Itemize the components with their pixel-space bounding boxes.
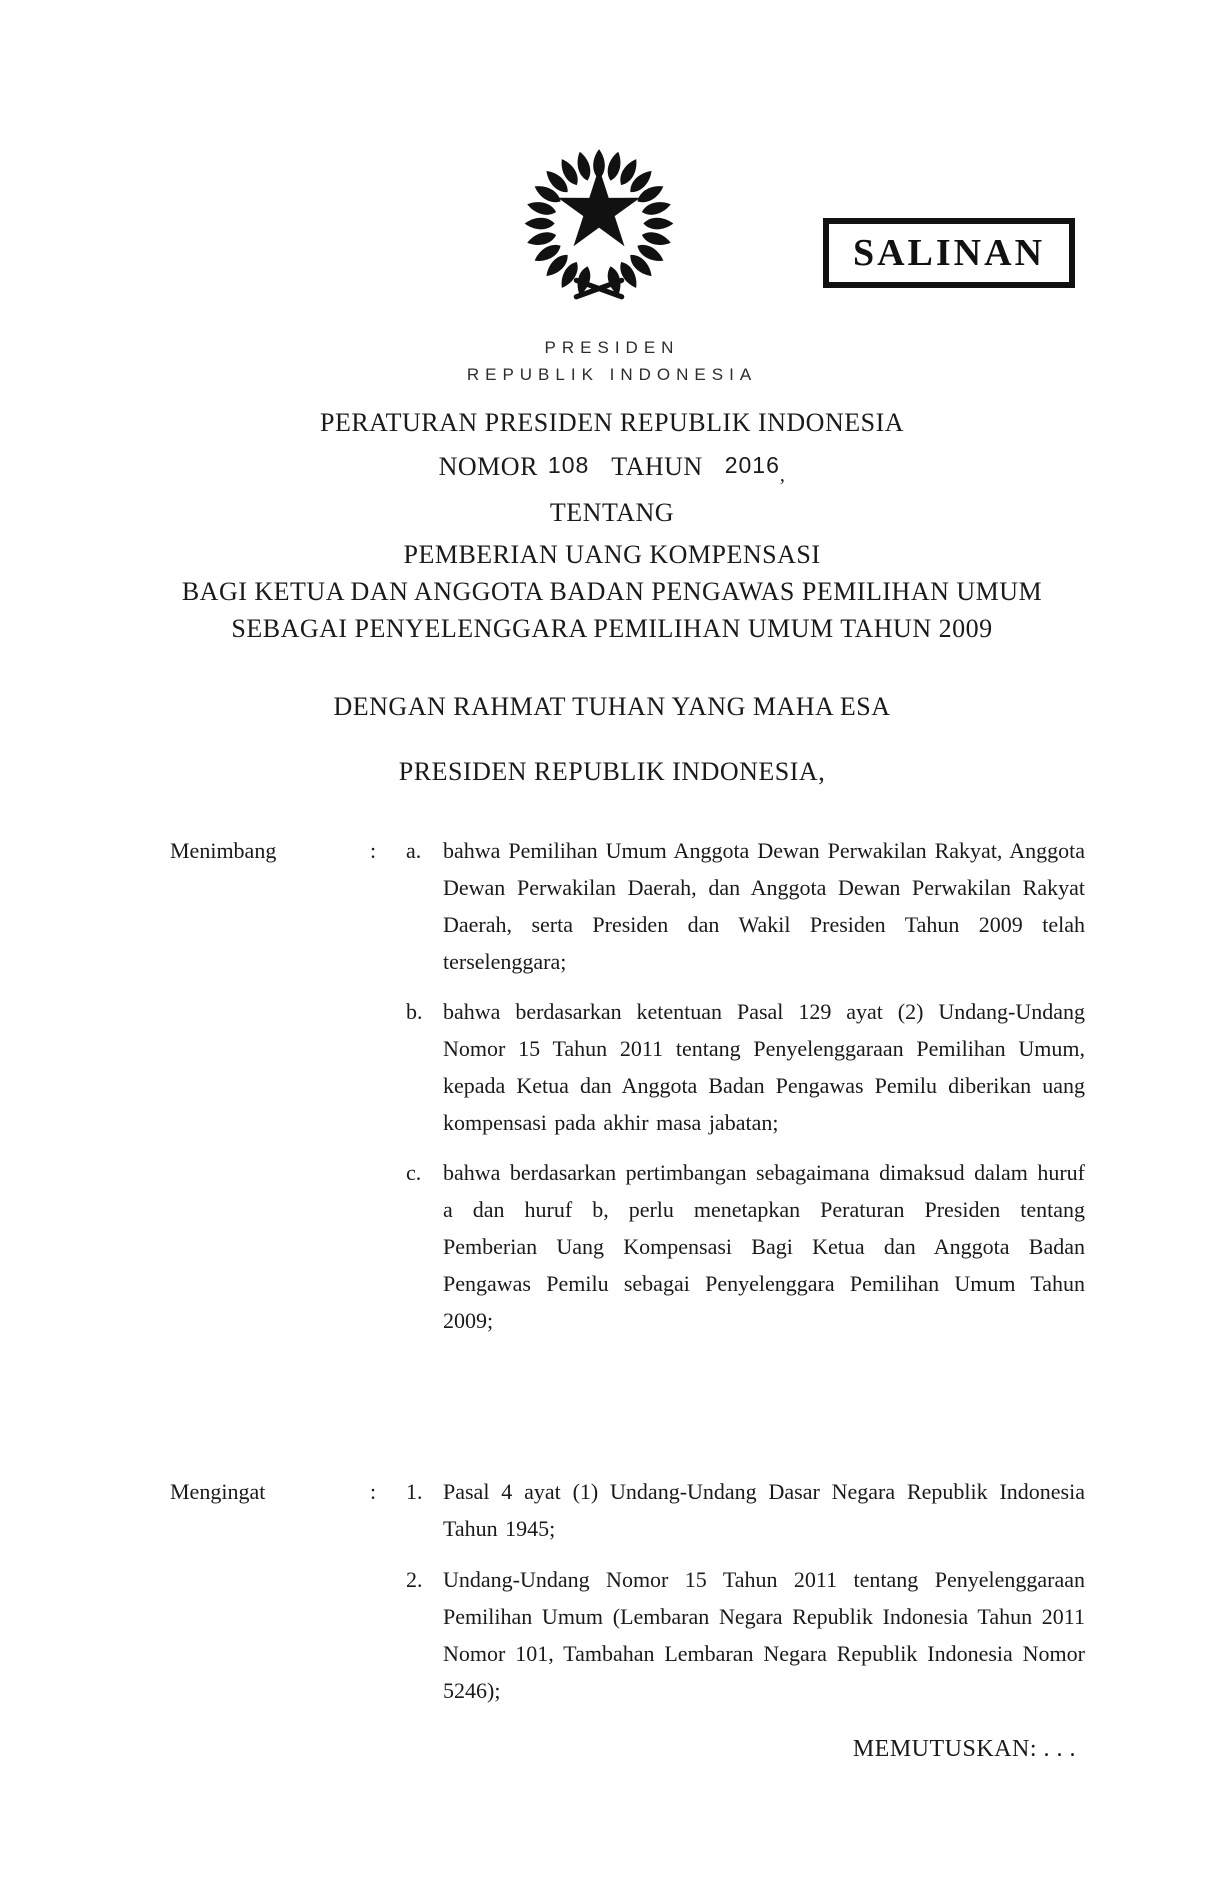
authority-line: PRESIDEN REPUBLIK INDONESIA, xyxy=(398,757,826,786)
item-marker: b. xyxy=(406,999,423,1024)
presidential-seal-icon xyxy=(516,143,682,303)
item-marker: 1. xyxy=(406,1479,423,1504)
item-text: Undang-Undang Nomor 15 Tahun 2011 tentang Penyelenggaraan Pemilihan Umum (Lembaran Negara Republik Indonesia Tahun 2011 Nomor 101, Tambahan Lembaran Negara Republik Indonesia Nomor 5246); xyxy=(443,1567,1085,1703)
stray-comma-mark: , xyxy=(779,464,786,486)
tentang-label: TENTANG xyxy=(549,498,675,527)
subject-line-3: SEBAGAI PENYELENGGARA PEMILIHAN UMUM TAHUN 2009 xyxy=(231,614,993,643)
salinan-label: SALINAN xyxy=(852,232,1046,274)
menimbang-item-b xyxy=(406,993,1085,1141)
item-marker: 2. xyxy=(406,1567,423,1592)
subject-line-2: BAGI KETUA DAN ANGGOTA BADAN PENGAWAS PEMILIHAN UMUM xyxy=(181,577,1043,606)
nomor-prefix: NOMOR xyxy=(438,452,538,481)
item-text: bahwa berdasarkan ketentuan Pasal 129 ayat (2) Undang-Undang Nomor 15 Tahun 2011 tentang Penyelenggaraan Pemilihan Umum, kepada Ketua dan Anggota Badan Pengawas Pemilu diberikan uang kompensasi pada akhir masa jabatan; xyxy=(443,999,1085,1135)
regulation-title: PERATURAN PRESIDEN REPUBLIK INDONESIA xyxy=(319,408,905,437)
item-marker: c. xyxy=(406,1160,422,1185)
item-text: bahwa berdasarkan pertimbangan sebagaimana dimaksud dalam huruf a dan huruf b, perlu menetapkan Peraturan Presiden tentang Pemberian Uang Kompensasi Bagi Ketua dan Anggota Badan Pengawas Pemilu sebagai Penyelenggara Pemilihan Umum Tahun 2009; xyxy=(443,1160,1085,1333)
letterhead-line1: PRESIDEN xyxy=(544,338,680,357)
tahun-label: TAHUN xyxy=(611,452,703,481)
item-text: bahwa Pemilihan Umum Anggota Dewan Perwakilan Rakyat, Anggota Dewan Perwakilan Daerah, dan Anggota Dewan Perwakilan Rakyat Daerah, serta Presiden dan Wakil Presiden Tahun 2009 telah terselenggara; xyxy=(443,838,1085,974)
letterhead xyxy=(0,334,1224,388)
salinan-stamp xyxy=(823,218,1075,288)
tahun-number: 2016 xyxy=(724,452,780,478)
menimbang-section xyxy=(170,832,1085,1339)
letterhead-line2: REPUBLIK INDONESIA xyxy=(466,365,758,384)
subject-line-1: PEMBERIAN UANG KOMPENSASI xyxy=(403,540,821,569)
menimbang-label: Menimbang xyxy=(170,838,277,863)
memutuskan-catchword: MEMUTUSKAN: . . . xyxy=(852,1736,1076,1762)
mengingat-item-2 xyxy=(406,1561,1085,1709)
menimbang-colon: : xyxy=(370,838,377,863)
regulation-number-line xyxy=(0,452,1224,487)
item-marker: a. xyxy=(406,838,422,863)
nomor-number: 108 xyxy=(547,452,590,478)
menimbang-item-c xyxy=(406,1154,1085,1339)
invocation-line: DENGAN RAHMAT TUHAN YANG MAHA ESA xyxy=(333,692,891,721)
mengingat-item-1 xyxy=(406,1473,1085,1547)
mengingat-section xyxy=(170,1473,1085,1709)
mengingat-label: Mengingat xyxy=(170,1479,266,1504)
mengingat-colon: : xyxy=(370,1479,377,1504)
menimbang-item-a xyxy=(406,832,1085,980)
item-text: Pasal 4 ayat (1) Undang-Undang Dasar Negara Republik Indonesia Tahun 1945; xyxy=(443,1479,1085,1541)
